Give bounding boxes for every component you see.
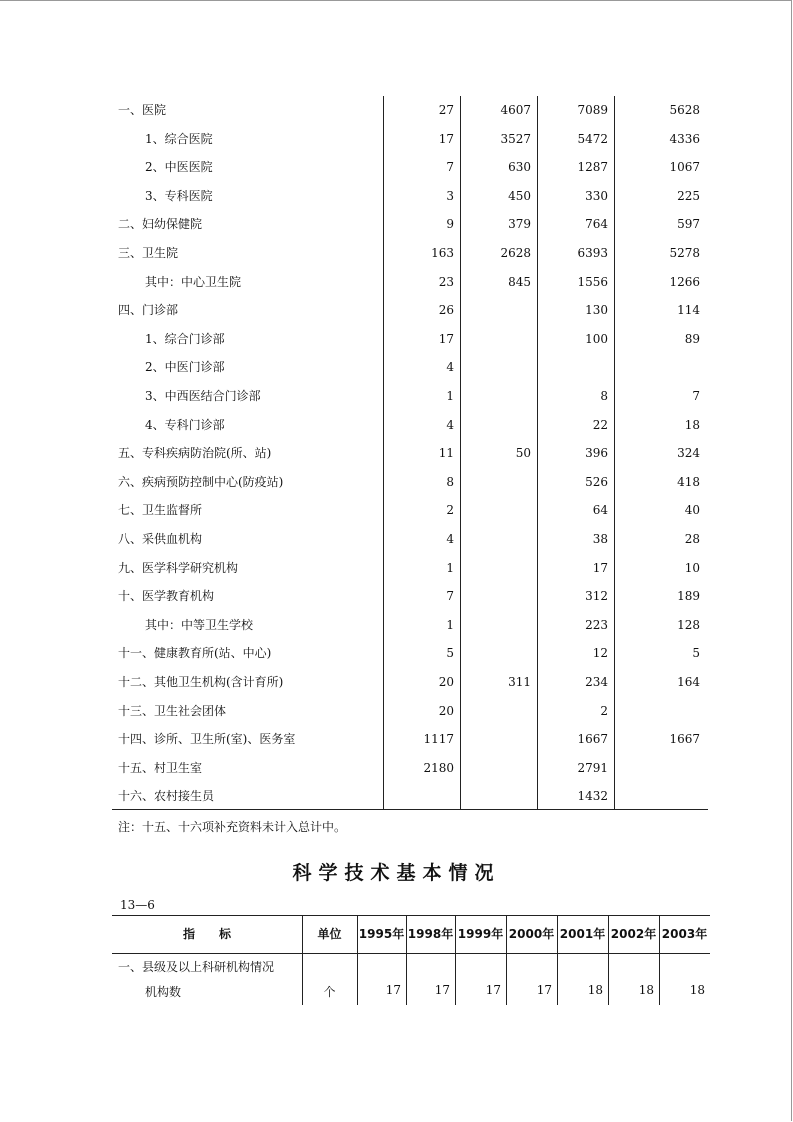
row-label: 三、卫生院 bbox=[118, 246, 179, 260]
table-row bbox=[112, 96, 708, 125]
value-cell: 17 bbox=[438, 131, 454, 146]
value-cell: 324 bbox=[677, 446, 700, 461]
table-row bbox=[112, 668, 708, 697]
value-cell: 4 bbox=[446, 417, 454, 432]
value-cell: 10 bbox=[684, 560, 700, 575]
row-label: 十五、村卫生室 bbox=[118, 760, 203, 775]
table-row bbox=[112, 554, 708, 583]
science-technology-table bbox=[112, 915, 710, 1005]
value-cell: 2 bbox=[446, 503, 454, 518]
table-row bbox=[112, 382, 708, 411]
row-label: 二、妇幼保健院 bbox=[118, 217, 203, 232]
value-cell: 64 bbox=[592, 503, 608, 518]
row-label: 1、综合医院 bbox=[145, 131, 213, 146]
table-row bbox=[112, 754, 708, 783]
row-label: 五、专科疾病防治院(所、站) bbox=[118, 446, 272, 461]
column-header: 2002年 bbox=[610, 927, 657, 941]
row-label: 十二、其他卫生机构(含计育所) bbox=[118, 675, 284, 689]
value-cell: 1266 bbox=[669, 274, 700, 289]
row-label: 十三、卫生社会团体 bbox=[118, 703, 227, 718]
value-cell: 6393 bbox=[577, 246, 608, 260]
value-cell: 418 bbox=[677, 474, 700, 489]
row-label: 机构数 bbox=[145, 985, 182, 999]
value-cell: 7 bbox=[446, 589, 454, 604]
value-cell: 225 bbox=[677, 188, 700, 203]
value-cell: 20 bbox=[438, 703, 454, 718]
value-cell: 38 bbox=[592, 532, 608, 546]
value-cell: 20 bbox=[438, 675, 454, 689]
table-row bbox=[112, 725, 708, 754]
column-header: 1998年 bbox=[407, 927, 454, 941]
table-row bbox=[112, 153, 708, 182]
value-cell: 450 bbox=[508, 188, 531, 203]
table-row bbox=[112, 296, 708, 325]
value-cell: 28 bbox=[684, 532, 700, 546]
value-cell: 27 bbox=[438, 103, 454, 117]
value-cell: 1432 bbox=[577, 789, 608, 804]
value-cell: 4336 bbox=[669, 131, 700, 146]
value-cell: 630 bbox=[508, 160, 531, 175]
value-cell: 114 bbox=[677, 303, 700, 318]
row-label: 一、医院 bbox=[118, 103, 167, 117]
value-cell: 845 bbox=[508, 274, 531, 289]
value-cell: 5628 bbox=[669, 103, 700, 117]
value-cell: 18 bbox=[684, 417, 700, 432]
value-cell: 17 bbox=[434, 983, 450, 997]
health-institutions-table bbox=[112, 96, 708, 810]
header-rule bbox=[112, 953, 710, 954]
value-cell: 26 bbox=[438, 303, 454, 318]
value-cell: 1 bbox=[446, 389, 454, 403]
value-cell: 189 bbox=[677, 589, 700, 604]
value-cell: 223 bbox=[585, 617, 608, 632]
value-cell: 17 bbox=[536, 983, 552, 997]
value-cell: 17 bbox=[592, 560, 608, 575]
value-cell: 23 bbox=[438, 274, 454, 289]
value-cell: 100 bbox=[585, 331, 608, 346]
row-label: 十、医学教育机构 bbox=[118, 589, 215, 604]
row-label: 其中：中心卫生院 bbox=[145, 274, 242, 289]
value-cell: 1 bbox=[446, 617, 454, 632]
row-label: 十六、农村接生员 bbox=[118, 789, 215, 804]
table-row bbox=[112, 582, 708, 611]
column-header: 2000年 bbox=[508, 927, 555, 941]
table-row bbox=[112, 782, 708, 811]
column-header: 1995年 bbox=[358, 927, 405, 941]
value-cell: 396 bbox=[585, 446, 608, 461]
value-cell: 12 bbox=[592, 646, 608, 661]
table-row bbox=[112, 125, 708, 154]
value-cell: 5472 bbox=[577, 131, 608, 146]
value-cell: 5 bbox=[446, 646, 454, 661]
table-row bbox=[112, 353, 708, 382]
value-cell: 40 bbox=[684, 503, 700, 518]
value-cell: 7089 bbox=[577, 103, 608, 117]
row-label: 九、医学科学研究机构 bbox=[118, 560, 239, 575]
row-label: 六、疾病预防控制中心(防疫站) bbox=[118, 474, 284, 489]
value-cell: 1 bbox=[446, 560, 454, 575]
table-row bbox=[112, 210, 708, 239]
value-cell: 2791 bbox=[577, 760, 608, 775]
table-row bbox=[112, 182, 708, 211]
value-cell: 163 bbox=[431, 246, 454, 260]
value-cell: 1667 bbox=[669, 732, 700, 747]
value-cell: 89 bbox=[684, 331, 700, 346]
column-header: 2003年 bbox=[661, 927, 708, 941]
value-cell: 2628 bbox=[500, 246, 531, 260]
value-cell: 1287 bbox=[577, 160, 608, 175]
row-label: 2、中医医院 bbox=[145, 160, 213, 175]
table-row bbox=[112, 268, 708, 297]
value-cell: 7 bbox=[692, 389, 700, 403]
value-cell: 130 bbox=[585, 303, 608, 318]
value-cell: 3 bbox=[446, 188, 454, 203]
row-label: 八、采供血机构 bbox=[118, 532, 203, 546]
table-row bbox=[112, 525, 708, 554]
row-label: 3、中西医结合门诊部 bbox=[145, 389, 261, 403]
row-label: 十四、诊所、卫生所(室)、医务室 bbox=[118, 732, 296, 747]
column-header: 单位 bbox=[317, 927, 342, 941]
value-cell: 5 bbox=[692, 646, 700, 661]
value-cell: 164 bbox=[677, 675, 700, 689]
value-cell: 18 bbox=[638, 983, 654, 997]
value-cell: 18 bbox=[587, 983, 603, 997]
value-cell: 7 bbox=[446, 160, 454, 175]
table-row bbox=[112, 611, 708, 640]
value-cell: 4 bbox=[446, 360, 454, 375]
value-cell: 4 bbox=[446, 532, 454, 546]
value-cell: 764 bbox=[585, 217, 608, 232]
table-code: 13—6 bbox=[120, 898, 155, 912]
value-cell: 8 bbox=[600, 389, 608, 403]
value-cell: 1556 bbox=[577, 274, 608, 289]
row-label: 1、综合门诊部 bbox=[145, 331, 225, 346]
row-label: 3、专科医院 bbox=[145, 188, 213, 203]
row-label: 一、县级及以上科研机构情况 bbox=[118, 960, 275, 974]
table-row bbox=[112, 239, 708, 268]
value-cell: 22 bbox=[592, 417, 608, 432]
row-label: 2、中医门诊部 bbox=[145, 360, 225, 375]
value-cell: 311 bbox=[508, 675, 531, 689]
table-row bbox=[112, 697, 708, 726]
table-row bbox=[112, 639, 708, 668]
value-cell: 2 bbox=[600, 703, 608, 718]
value-cell: 597 bbox=[677, 217, 700, 232]
value-cell: 2180 bbox=[423, 760, 454, 775]
value-cell: 128 bbox=[677, 617, 700, 632]
table-note: 注：十五、十六项补充资料未计入总计中。 bbox=[118, 820, 347, 834]
section-title: 科学技术基本情况 bbox=[292, 862, 501, 884]
value-cell: 5278 bbox=[669, 246, 700, 260]
value-cell: 1067 bbox=[669, 160, 700, 175]
value-cell: 379 bbox=[508, 217, 531, 232]
value-cell: 17 bbox=[438, 331, 454, 346]
value-cell: 50 bbox=[515, 446, 531, 461]
value-cell: 1117 bbox=[423, 732, 454, 747]
row-label: 七、卫生监督所 bbox=[118, 503, 203, 518]
table-row bbox=[112, 411, 708, 440]
value-cell: 3527 bbox=[500, 131, 531, 146]
value-cell: 11 bbox=[438, 446, 454, 461]
row-label: 其中：中等卫生学校 bbox=[145, 617, 254, 632]
table-row bbox=[112, 468, 708, 497]
table-row bbox=[112, 325, 708, 354]
row-label: 十一、健康教育所(站、中心) bbox=[118, 646, 272, 661]
column-header: 指 标 bbox=[182, 927, 231, 941]
value-cell: 9 bbox=[446, 217, 454, 232]
table-row bbox=[112, 439, 708, 468]
column-header: 2001年 bbox=[559, 927, 606, 941]
value-cell: 8 bbox=[446, 474, 454, 489]
value-cell: 4607 bbox=[500, 103, 531, 117]
value-cell: 17 bbox=[385, 983, 401, 997]
value-cell: 18 bbox=[689, 983, 705, 997]
unit-cell: 个 bbox=[323, 985, 336, 999]
table-row bbox=[112, 496, 708, 525]
value-cell: 1667 bbox=[577, 732, 608, 747]
value-cell: 526 bbox=[585, 474, 608, 489]
value-cell: 312 bbox=[585, 589, 608, 604]
column-header: 1999年 bbox=[457, 927, 504, 941]
value-cell: 234 bbox=[585, 675, 608, 689]
value-cell: 330 bbox=[585, 188, 608, 203]
value-cell: 17 bbox=[485, 983, 501, 997]
row-label: 4、专科门诊部 bbox=[145, 417, 225, 432]
row-label: 四、门诊部 bbox=[118, 303, 179, 318]
